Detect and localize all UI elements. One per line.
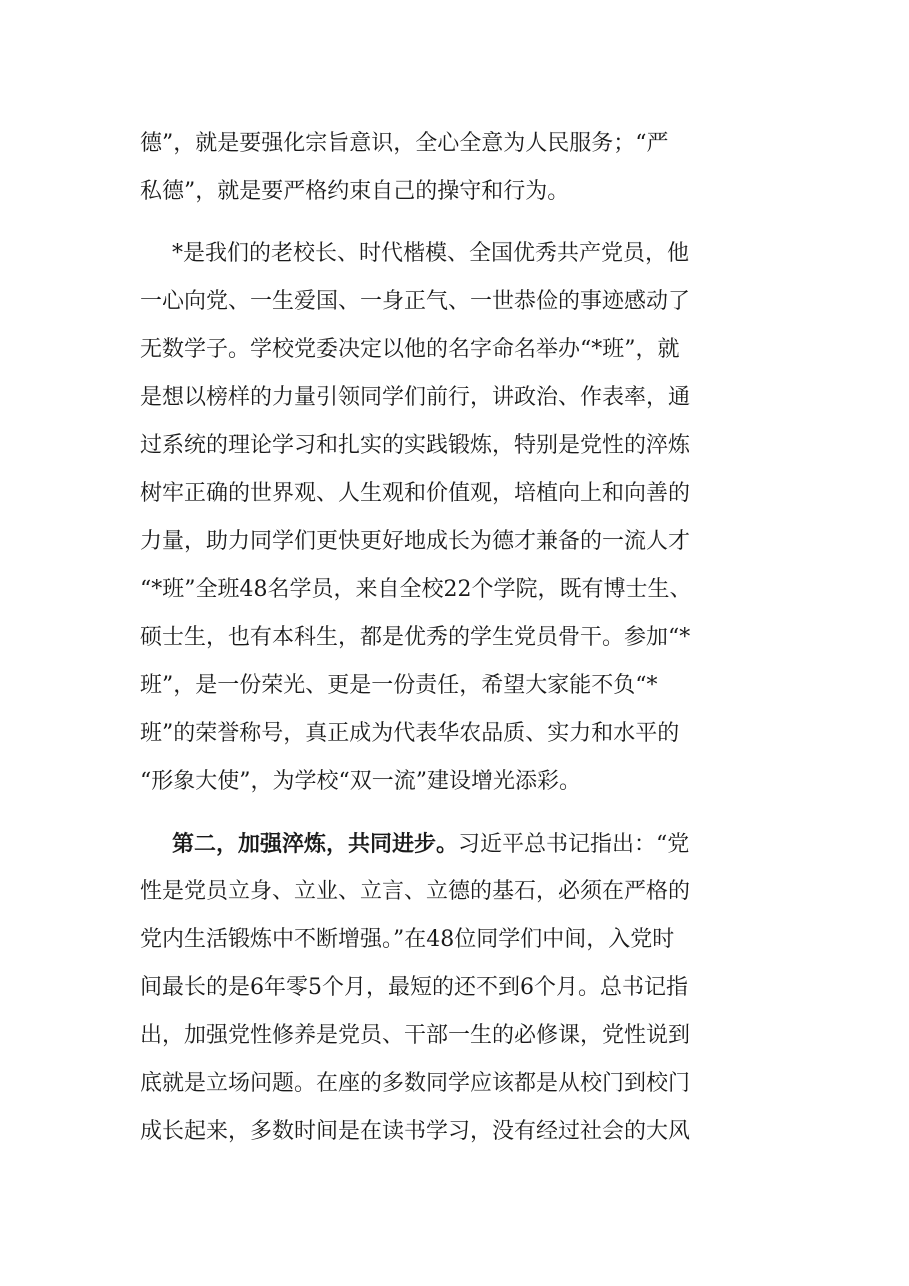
paragraph-3-line-3: 党内生活锻炼中不断增强。”在48位同学们中间，入党时 — [140, 927, 675, 952]
paragraph-2-line-10: 班”，是一份荣光、更是一份责任，希望大家能不负“* — [140, 673, 658, 698]
paragraph-2-line-7: 力量，助力同学们更快更好地成长为德才兼备的一流人才 — [140, 529, 691, 554]
paragraph-3-line-5: 出，加强党性修养是党员、干部一生的必修课，党性说到 — [140, 1023, 691, 1048]
paragraph-2-line-8: “*班”全班48名学员，来自全校22个学院，既有博士生、 — [140, 577, 692, 602]
paragraph-2-line-5: 过系统的理论学习和扎实的实践锻炼，特别是党性的淬炼 — [140, 433, 691, 458]
paragraph-2-line-2: 一心向党、一生爱国、一身正气、一世恭俭的事迹感动了 — [140, 289, 691, 314]
paragraph-2-line-3: 无数学子。学校党委决定以他的名字命名举办“*班”，就 — [140, 337, 680, 362]
paragraph-1-line-2: 私德”，就是要严格约束自己的操守和行为。 — [140, 179, 570, 204]
section-heading: 第二，加强淬炼，共同进步。 — [172, 831, 459, 857]
paragraph-2-line-12: “形象大使”，为学校“双一流”建设增光添彩。 — [140, 769, 581, 794]
paragraph-3-line-6: 底就是立场问题。在座的多数同学应该都是从校门到校门 — [140, 1071, 691, 1096]
paragraph-2-line-4: 是想以榜样的力量引领同学们前行，讲政治、作表率，通 — [140, 385, 691, 410]
paragraph-2-line-6: 树牢正确的世界观、人生观和价值观，培植向上和向善的 — [140, 481, 691, 506]
paragraph-2-line-9: 硕士生，也有本科生，都是优秀的学生党员骨干。参加“* — [140, 625, 691, 650]
paragraph-3-line-4: 间最长的是6年零5个月，最短的还不到6个月。总书记指 — [140, 975, 688, 1000]
paragraph-3-line-2: 性是党员立身、立业、立言、立德的基石，必须在严格的 — [140, 879, 691, 904]
paragraph-3-line-7: 成长起来，多数时间是在读书学习，没有经过社会的大风 — [140, 1119, 691, 1144]
paragraph-1-line-1: 德”，就是要强化宗旨意识，全心全意为人民服务；“严 — [140, 131, 669, 156]
paragraph-3-line-1-text: 习近平总书记指出：“党 — [458, 832, 690, 857]
paragraph-2-line-1: *是我们的老校长、时代楷模、全国优秀共产党员，他 — [172, 241, 690, 266]
paragraph-2-line-11: 班”的荣誉称号，真正成为代表华农品质、实力和水平的 — [140, 721, 680, 746]
paragraph-3-line-1 — [172, 826, 689, 862]
